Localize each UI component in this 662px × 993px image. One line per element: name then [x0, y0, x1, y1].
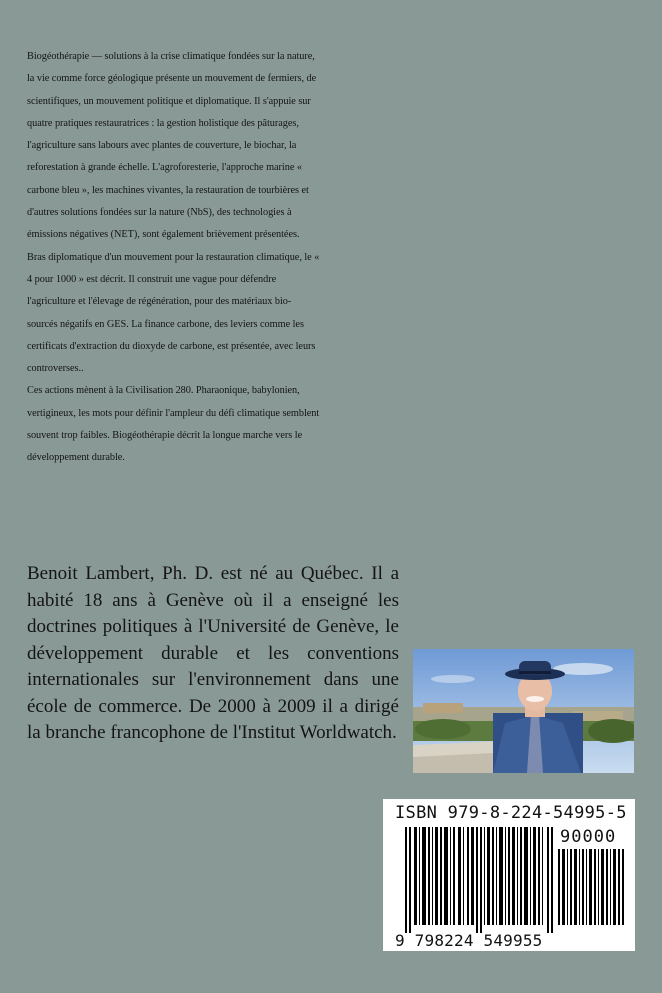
blurb-paragraph-1: Biogéothérapie — solutions à la crise climatique fondées sur la nature, la vie comme force géologique présente un mouvement de fermiers, de scientifiques, un mouvement politique et diplomatique. Il s'appuie sur quatre pratiques restauratrices : la gestion holistique des pâturages, l'agriculture sans labours avec plantes de couverture, le biochar, la reforestation à grande échelle. L'agroforesterie, l'approche marine « carbone bleu », les machines vivantes, la restauration de tourbières et d'autres solutions fondées sur la nature (NbS), des technologies à émissions négatives (NET), sont également brièvement présentées. — [27, 51, 317, 241]
ean-number: 9 798224 549955 — [395, 931, 543, 950]
back-cover-blurb — [27, 46, 327, 470]
blurb-paragraph-2: Bras diplomatique d'un mouvement pour la restauration climatique, le « 4 pour 1000 » est décrit. Il construit une vague pour défendre l'agriculture et l'élevage de régénération, pour des matériaux bio- sourcés négatifs en GES. La finance carbone, des leviers comme les certificats d'extraction du dioxyde de carbone, est présentée, avec leurs controverses.. — [27, 251, 320, 375]
author-bio: Benoit Lambert, Ph. D. est né au Québec. Il a habité 18 ans à Genève où il a enseigné les doctrines politiques à l'Université de Genève, le développement durable et les conventions internationales sur l'environnement dans une école de commerce. De 2000 à 2009 il a dirigé la branche francophone de l'Institut Worldwatch. — [27, 563, 399, 743]
barcode-addon-number: 90000 — [560, 827, 617, 847]
addon-barcode-bars — [558, 849, 626, 925]
isbn-label: ISBN 979-8-224-54995-5 — [395, 803, 627, 823]
blurb-paragraph-3: Ces actions mènent à la Civilisation 280. Pharaonique, babylonien, vertigineux, les mots pour définir l'ampleur du défi climatique semblent souvent trop faibles. Biogéothérapie décrit la longue marche vers le développement durable. — [27, 385, 320, 464]
ean-barcode-bars — [405, 827, 553, 933]
isbn-barcode — [383, 799, 635, 951]
author-photo — [413, 649, 634, 773]
